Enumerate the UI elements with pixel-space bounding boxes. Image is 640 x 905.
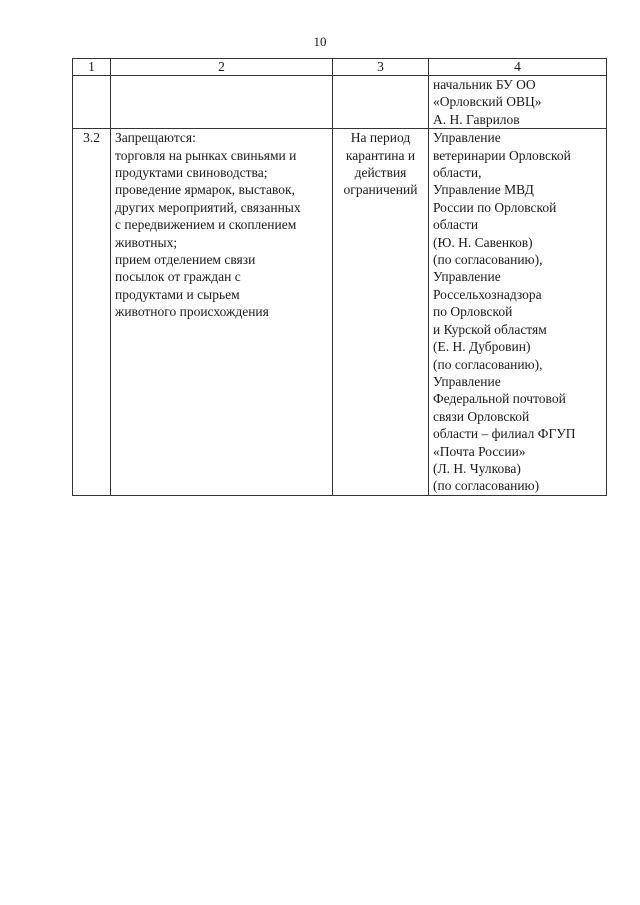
measure-line: продуктами свиноводства; xyxy=(115,165,268,181)
measure-line: животных; xyxy=(115,234,178,250)
responsible-line: (Л. Н. Чулкова) xyxy=(433,460,521,476)
period-cell xyxy=(333,129,429,496)
responsible-line: Управление xyxy=(433,269,501,285)
table-row-continuation xyxy=(73,76,607,129)
item-number: 3.2 xyxy=(73,129,111,496)
responsible-cell xyxy=(429,129,607,496)
table-row-3-2 xyxy=(73,129,607,496)
page-number: 10 xyxy=(313,34,327,49)
measure-line: с передвижением и скоплением xyxy=(115,217,297,233)
responsible-line: А. Н. Гаврилов xyxy=(433,111,520,127)
responsible-line: Управление xyxy=(433,130,501,146)
responsible-line: (Ю. Н. Савенков) xyxy=(433,234,533,250)
responsible-line: области, xyxy=(433,165,482,181)
period-line: карантина и xyxy=(345,147,416,163)
responsible-line: «Почта России» xyxy=(433,443,526,459)
measure-line: Запрещаются: xyxy=(115,130,196,146)
cont-col-2 xyxy=(111,76,333,129)
header-col-1: 1 xyxy=(73,59,111,76)
responsible-line: Россельхознадзора xyxy=(433,286,542,302)
measure-line: проведение ярмарок, выставок, xyxy=(115,182,295,198)
responsible-line: «Орловский ОВЦ» xyxy=(433,94,542,110)
responsible-line: Федеральной почтовой xyxy=(433,391,566,407)
measure-description xyxy=(111,129,333,496)
table-header-row xyxy=(73,59,607,76)
header-col-4: 4 xyxy=(429,59,607,76)
responsible-line: начальник БУ ОО xyxy=(433,77,536,92)
responsible-line: России по Орловской xyxy=(433,199,557,215)
responsible-line: (по согласованию), xyxy=(433,356,543,372)
measure-line: животного происхождения xyxy=(115,304,269,320)
measure-line: посылок от граждан с xyxy=(115,269,241,285)
responsible-line: Управление xyxy=(433,373,501,389)
measure-line: других мероприятий, связанных xyxy=(115,199,301,215)
responsible-line: по Орловской xyxy=(433,304,513,320)
cont-col-1 xyxy=(73,76,111,129)
responsible-line: области – филиал ФГУП xyxy=(433,426,576,442)
measure-line: продуктами и сырьем xyxy=(115,286,240,302)
cont-col-4 xyxy=(429,76,607,129)
measure-line: прием отделением связи xyxy=(115,252,256,268)
responsible-line: Управление МВД xyxy=(433,182,534,198)
measures-table xyxy=(72,58,607,496)
header-col-3: 3 xyxy=(333,59,429,76)
cont-col-3 xyxy=(333,76,429,129)
period-line: ограничений xyxy=(343,182,418,198)
responsible-line: (Е. Н. Дубровин) xyxy=(433,339,531,355)
period-line: действия xyxy=(354,165,407,181)
period-line: На период xyxy=(350,130,411,146)
responsible-line: области xyxy=(433,217,479,233)
measure-line: торговля на рынках свиньями и xyxy=(115,147,297,163)
responsible-line: связи Орловской xyxy=(433,408,530,424)
responsible-line: ветеринарии Орловской xyxy=(433,147,571,163)
responsible-line: и Курской областям xyxy=(433,321,547,337)
header-col-2: 2 xyxy=(111,59,333,76)
responsible-line: (по согласованию) xyxy=(433,478,540,494)
responsible-line: (по согласованию), xyxy=(433,252,543,268)
